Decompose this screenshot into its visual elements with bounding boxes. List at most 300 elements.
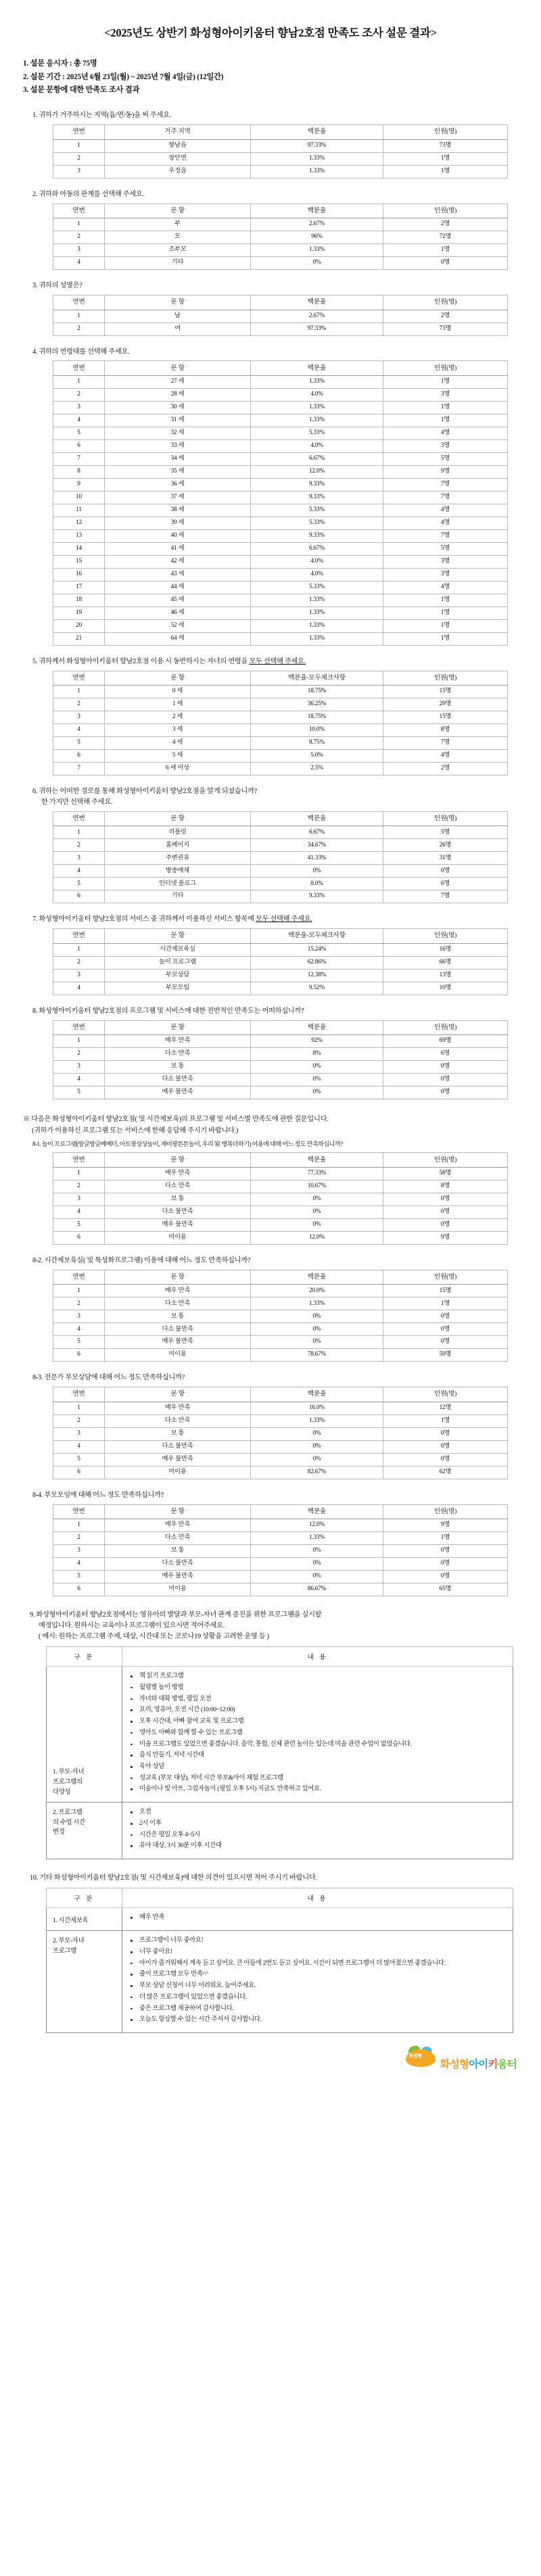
header-count: 인원(명) [383, 125, 508, 140]
cell-percent: 2.67% [251, 218, 383, 231]
cell-item: 45 세 [105, 594, 251, 606]
table-row [53, 465, 508, 478]
table-row [53, 1048, 508, 1061]
cell-no: 3 [53, 852, 105, 865]
table-row [53, 1323, 508, 1336]
table-row [53, 1297, 508, 1310]
cell-item: 홈페이지 [105, 839, 251, 852]
cell-item: 보 통 [105, 1061, 251, 1074]
table-row [53, 257, 508, 270]
table-header-row [53, 361, 508, 376]
cell-no: 5 [53, 737, 105, 750]
question-block-7 [20, 914, 521, 995]
result-table-4 [53, 360, 508, 645]
question-title-9 [30, 1610, 521, 1642]
cell-item: 다소 불만족 [105, 1323, 251, 1336]
header-item: 문 항 [105, 671, 251, 686]
cell-item: 37 세 [105, 491, 251, 504]
cell-count: 1명 [383, 632, 508, 645]
cell-no: 4 [53, 414, 105, 427]
table-row [53, 1402, 508, 1414]
header-item: 문 항 [105, 1153, 251, 1168]
question-number-2: 2. [32, 190, 38, 198]
cell-no: 5 [53, 878, 105, 890]
table-row [53, 711, 508, 724]
header-category: 구 분 [47, 1888, 122, 1908]
cell-count: 1명 [383, 376, 508, 389]
logo-wordmark [440, 2059, 517, 2073]
question-number-3: 3. [32, 282, 38, 290]
freeform-bullet-list [126, 1936, 507, 2025]
cell-count: 7명 [383, 529, 508, 542]
table-header-row [53, 1270, 508, 1285]
cell-no: 2 [53, 1048, 105, 1061]
question-number-10: 10. [30, 1874, 38, 1882]
question-text-8-3: 전문가 부모상담에 대해 어느 정도 만족하십니까? [44, 1374, 185, 1382]
cell-no: 3 [53, 1193, 105, 1206]
cell-no: 11 [53, 504, 105, 517]
cell-no: 18 [53, 594, 105, 606]
cell-count: 10명 [383, 982, 508, 995]
header-percent: 백분율 [251, 1504, 383, 1519]
cell-percent: 78.67% [251, 1349, 383, 1362]
cell-item: 향남읍 [105, 139, 251, 152]
cell-count: 7명 [383, 737, 508, 750]
cell-no: 3 [53, 1427, 105, 1440]
table-row [53, 165, 508, 178]
cell-no: 4 [53, 1558, 105, 1571]
cell-percent: 12.0% [251, 1519, 383, 1532]
question-block-8 [20, 1006, 521, 1099]
cell-no: 1 [53, 1168, 105, 1180]
cell-item: 31 세 [105, 414, 251, 427]
cell-percent: 1.33% [251, 152, 383, 165]
meta-period: 2. 설문 기간 : 2025년 6월 23일(월) ~ 2025년 7월 4일(금) (12일간) [23, 72, 224, 81]
cell-no: 3 [53, 1545, 105, 1558]
logo-word-3: 키 [488, 2058, 498, 2070]
list-item: 유아 대상, 3시 30분 이후 시간대 [137, 1841, 507, 1851]
cell-count: 72명 [383, 231, 508, 244]
cell-count: 15명 [383, 711, 508, 724]
table-row [53, 1545, 508, 1558]
table-row [53, 517, 508, 529]
cell-item: 다소 불만족 [105, 1440, 251, 1453]
cell-percent: 1.33% [251, 1532, 383, 1545]
cell-percent: 1.33% [251, 414, 383, 427]
cell-count: 1명 [383, 594, 508, 606]
header-percent: 백분율 [251, 1387, 383, 1402]
header-item: 문 항 [105, 811, 251, 826]
cell-item: 인터넷 블로그 [105, 878, 251, 890]
cell-percent: 1.33% [251, 244, 383, 257]
question-text-3: 귀하의 성별은? [39, 282, 83, 290]
question-title-5 [32, 657, 521, 667]
cell-no: 12 [53, 517, 105, 529]
list-item: 오후 시간대, 아빠 참여 교육 및 프로그램 [137, 1717, 507, 1727]
cell-item: 43 세 [105, 568, 251, 581]
table-row [53, 750, 508, 763]
cell-no: 1 [53, 826, 105, 839]
cell-count: 0명 [383, 1206, 508, 1219]
cell-count: 3명 [383, 555, 508, 568]
cell-percent: 0% [251, 1206, 383, 1219]
table-row [53, 310, 508, 323]
cell-item: 36 세 [105, 478, 251, 491]
cell-no: 13 [53, 529, 105, 542]
list-item: 2시 이후 [137, 1819, 507, 1829]
cell-count: 0명 [383, 1427, 508, 1440]
logo-badge-text: 화성형 [408, 2054, 422, 2059]
cell-item: 매우 불만족 [105, 1453, 251, 1466]
question-title-1 [32, 110, 521, 121]
survey-meta-list [23, 57, 521, 97]
cell-item: 매우 불만족 [105, 1336, 251, 1349]
cell-item: 매우 불만족 [105, 1218, 251, 1231]
question-block-3 [20, 281, 521, 335]
cell-percent: 0% [251, 1193, 383, 1206]
table-header-row [53, 204, 508, 218]
header-count: 인원(명) [383, 1270, 508, 1285]
table-row [53, 1180, 508, 1193]
freeform-content [122, 1908, 513, 1931]
cell-count: 1명 [383, 619, 508, 632]
table-row [53, 878, 508, 890]
cell-no: 10 [53, 491, 105, 504]
cell-item: 조부모 [105, 244, 251, 257]
table-row [53, 231, 508, 244]
question-title-10 [30, 1873, 521, 1884]
freeform-category-line: 다양성 [53, 1788, 71, 1796]
result-table-2 [53, 204, 508, 270]
cell-count: 6명 [383, 878, 508, 890]
header-no: 연번 [53, 811, 105, 826]
cell-item: 0 세 [105, 686, 251, 698]
header-content: 내 용 [122, 1646, 513, 1667]
header-no: 연번 [53, 361, 105, 376]
cell-percent: 97.33% [251, 323, 383, 335]
cell-percent: 1.33% [251, 1414, 383, 1427]
organization-logo [404, 2045, 517, 2072]
cell-percent: 10.67% [251, 1180, 383, 1193]
cell-no: 4 [53, 1206, 105, 1219]
table-row [53, 1414, 508, 1427]
header-item: 문 항 [105, 1387, 251, 1402]
question-text-10: 기타 화성형아이키움터 향남2호점( 및 시간제보육)에 대한 의견이 있으시면 적어 주시기 바랍니다. [39, 1874, 317, 1882]
question-title-8-3 [32, 1373, 521, 1383]
header-count: 인원(명) [383, 1153, 508, 1168]
table-row [53, 632, 508, 645]
question-title-2 [32, 189, 521, 200]
header-percent: 백분율 [251, 1020, 383, 1035]
cell-count: 9명 [383, 465, 508, 478]
question-number-8-2: 8-2. [32, 1256, 43, 1264]
header-item: 문 항 [105, 204, 251, 218]
cell-count: 0명 [383, 1336, 508, 1349]
question-block-4 [20, 347, 521, 646]
header-item: 문 항 [105, 929, 251, 944]
table-row [53, 1571, 508, 1583]
question-number-8-1: 8-1. [32, 1141, 41, 1148]
table-row [53, 1440, 508, 1453]
cell-count: 0명 [383, 1453, 508, 1466]
cell-item: 우정읍 [105, 165, 251, 178]
table-row [53, 1310, 508, 1323]
result-table-6 [53, 811, 508, 904]
cell-no: 7 [53, 453, 105, 466]
cell-item: 다소 만족 [105, 1297, 251, 1310]
cell-no: 3 [53, 165, 105, 178]
cell-item: 34 세 [105, 453, 251, 466]
freeform-table-9 [46, 1646, 513, 1860]
cell-no: 4 [53, 724, 105, 737]
table-row [53, 826, 508, 839]
cell-item: 30 세 [105, 402, 251, 414]
cell-item: 33 세 [105, 440, 251, 453]
cell-count: 5명 [383, 453, 508, 466]
cell-no: 2 [53, 389, 105, 402]
table-row [53, 1206, 508, 1219]
list-item: 오전 [137, 1807, 507, 1817]
list-item: 요리, 영유아, 오전 시간 (10:00~12:00) [137, 1705, 507, 1715]
question-text-8-1: 놀이 프로그램(방글방글베베터, 아트팡상상놀이, 재미팡튼튼놀이, 우리 家 행복더하기) 이용에 대해 어느 정도 만족하십니까? [41, 1141, 343, 1148]
question-number-7: 7. [32, 915, 38, 924]
cell-count: 0명 [383, 1074, 508, 1087]
table-header-row [53, 295, 508, 310]
cell-percent: 0% [251, 1323, 383, 1336]
cell-percent: 0% [251, 1074, 383, 1087]
header-percent: 백분율 [251, 204, 383, 218]
cell-no: 17 [53, 581, 105, 594]
table-row [53, 865, 508, 878]
cell-no: 3 [53, 1310, 105, 1323]
cell-percent: 6.67% [251, 826, 383, 839]
question-block-8-2 [20, 1256, 521, 1362]
cell-no: 2 [53, 152, 105, 165]
question-text-1: 귀하가 거주하시는 지역(읍/면/동)을 써 주세요. [39, 112, 172, 120]
question-title-7 [32, 914, 521, 925]
cell-percent: 96% [251, 231, 383, 244]
header-count: 인원(명) [383, 811, 508, 826]
freeform-category-line: 2. 프로그램 [53, 1809, 83, 1817]
question-title-8-1 [32, 1139, 521, 1149]
cell-percent: 18.75% [251, 711, 383, 724]
table-header-row [53, 671, 508, 686]
cell-item: 다소 만족 [105, 1180, 251, 1193]
header-item: 문 항 [105, 361, 251, 376]
cell-no: 20 [53, 619, 105, 632]
cell-percent: 5.33% [251, 427, 383, 440]
freeform-bullet-list [126, 1807, 507, 1851]
cell-item: 6 세 이상 [105, 763, 251, 776]
freeform-category-line: 프로그램의 [53, 1779, 83, 1786]
cell-item: 46 세 [105, 606, 251, 619]
table-row [53, 619, 508, 632]
cell-item: 주변권유 [105, 852, 251, 865]
cell-item: 다소 만족 [105, 1414, 251, 1427]
cell-count: 58명 [383, 1168, 508, 1180]
cell-no: 15 [53, 555, 105, 568]
cell-item: 부모모임 [105, 982, 251, 995]
cell-percent: 0% [251, 1310, 383, 1323]
cell-count: 16명 [383, 943, 508, 956]
question-number-8-4: 8-4. [32, 1491, 43, 1499]
cell-item: 기타 [105, 890, 251, 903]
cell-percent: 1.33% [251, 402, 383, 414]
cell-no: 1 [53, 310, 105, 323]
table-header-row [53, 1020, 508, 1035]
table-row [53, 724, 508, 737]
cell-item: 매우 만족 [105, 1168, 251, 1180]
cell-no: 1 [53, 376, 105, 389]
table-row [53, 414, 508, 427]
cell-count: 0명 [383, 1558, 508, 1571]
cell-percent: 97.33% [251, 139, 383, 152]
cell-item: 보 통 [105, 1427, 251, 1440]
cell-count: 0명 [383, 257, 508, 270]
cell-count: 0명 [383, 1087, 508, 1099]
result-table-1 [53, 124, 508, 178]
cell-item: 놀이 프로그램 [105, 956, 251, 969]
freeform-row [47, 1667, 513, 1803]
cell-count: 0명 [383, 1545, 508, 1558]
cell-percent: 8.0% [251, 878, 383, 890]
table-row [53, 1231, 508, 1244]
cell-item: 여 [105, 323, 251, 335]
cell-no: 4 [53, 982, 105, 995]
cell-no: 5 [53, 1453, 105, 1466]
cell-item: 매우 만족 [105, 1402, 251, 1414]
freeform-row [47, 1908, 513, 1931]
cell-percent: 5.33% [251, 517, 383, 529]
footer [20, 2045, 521, 2086]
cell-count: 66명 [383, 956, 508, 969]
question-text-9-line3: ( 예시: 원하는 프로그램 주제, 대상, 시간대 또는 코로나19 상황을 고려한 운영 등 ) [39, 1632, 269, 1640]
cell-no: 5 [53, 1571, 105, 1583]
question-title-8-4 [32, 1490, 521, 1501]
list-item: 매우 만족 [137, 1913, 507, 1923]
cell-count: 65명 [383, 1583, 508, 1596]
cell-percent: 20.0% [251, 1285, 383, 1297]
freeform-content [122, 1931, 513, 2033]
header-count: 인원(명) [383, 1387, 508, 1402]
cell-item: 부 [105, 218, 251, 231]
table-header-row [53, 1387, 508, 1402]
list-item: 좋은 프로그램 제공하여 감사합니다. [137, 2004, 507, 2014]
cell-item: 40 세 [105, 529, 251, 542]
cell-no: 14 [53, 542, 105, 555]
cell-item: 미이용 [105, 1349, 251, 1362]
cell-no: 2 [53, 839, 105, 852]
cell-item: 미이용 [105, 1466, 251, 1479]
header-percent-multi: 백분율-모두체크사항 [251, 929, 383, 944]
cell-no: 4 [53, 1323, 105, 1336]
header-percent-multi: 백분율-모두체크사항 [251, 671, 383, 686]
question-block-8-1 [20, 1139, 521, 1245]
table-row [53, 323, 508, 335]
freeform-category-line: 의 수업 시간 [53, 1819, 85, 1826]
cell-count: 2명 [383, 218, 508, 231]
cell-count: 12명 [383, 1402, 508, 1414]
question-block-1 [20, 110, 521, 178]
cell-no: 5 [53, 1218, 105, 1231]
cell-count: 0명 [383, 1440, 508, 1453]
cell-no: 7 [53, 763, 105, 776]
question-text-9-line2: 예정입니다. 원하시는 교육이나 프로그램이 있으시면 적어주세요. [39, 1621, 225, 1629]
table-row [53, 453, 508, 466]
cell-percent: 12.38% [251, 969, 383, 982]
question-title-8 [32, 1006, 521, 1017]
table-row [53, 440, 508, 453]
cell-count: 3명 [383, 440, 508, 453]
cell-item: 4 세 [105, 737, 251, 750]
question-block-6 [20, 786, 521, 903]
cell-count: 7명 [383, 890, 508, 903]
question-text-7: 화성형아이키움터 향남2호점의 서비스 중 귀하께서 이용하신 서비스 항목에 [39, 915, 256, 924]
question-block-8-3 [20, 1373, 521, 1479]
cell-count: 9명 [383, 1519, 508, 1532]
result-table-7 [53, 928, 508, 995]
cell-no: 6 [53, 1583, 105, 1596]
cell-count: 0명 [383, 1571, 508, 1583]
cell-count: 73명 [383, 323, 508, 335]
table-row [53, 542, 508, 555]
table-header-row [47, 1888, 513, 1908]
cell-count: 73명 [383, 139, 508, 152]
list-item: 미술이나 빛 아트, 그림자놀이 (평일 오후 5시) 지금도 만족하고 있어요. [137, 1784, 507, 1794]
cell-percent: 62.86% [251, 956, 383, 969]
cell-item: 방송매체 [105, 865, 251, 878]
cell-item: 매우 불만족 [105, 1087, 251, 1099]
header-item: 문 항 [105, 1270, 251, 1285]
table-row [53, 1218, 508, 1231]
question-title-4 [32, 347, 521, 358]
table-row [53, 956, 508, 969]
header-no: 연번 [53, 1387, 105, 1402]
cell-item: 다소 불만족 [105, 1558, 251, 1571]
cell-count: 2명 [383, 763, 508, 776]
table-row [53, 1035, 508, 1048]
cell-percent: 2.67% [251, 310, 383, 323]
cell-percent: 4.0% [251, 568, 383, 581]
cell-no: 6 [53, 1349, 105, 1362]
cell-no: 1 [53, 1519, 105, 1532]
cell-no: 5 [53, 427, 105, 440]
cell-count: 15명 [383, 1285, 508, 1297]
table-row [53, 376, 508, 389]
header-count: 인원(명) [383, 929, 508, 944]
table-row [53, 698, 508, 711]
freeform-row [47, 1931, 513, 2033]
header-percent: 백분율 [251, 125, 383, 140]
table-row [53, 763, 508, 776]
cell-no: 6 [53, 1466, 105, 1479]
cell-no: 2 [53, 1532, 105, 1545]
cell-no: 4 [53, 865, 105, 878]
cell-item: 부모상담 [105, 969, 251, 982]
freeform-table-10 [46, 1888, 513, 2033]
cell-no: 6 [53, 750, 105, 763]
table-row [53, 1193, 508, 1206]
cell-no: 3 [53, 711, 105, 724]
table-row [53, 1168, 508, 1180]
cell-item: 다소 불만족 [105, 1074, 251, 1087]
header-no: 연번 [53, 204, 105, 218]
table-row [53, 1061, 508, 1074]
result-table-3 [53, 295, 508, 336]
table-row [53, 555, 508, 568]
cell-count: 0명 [383, 1061, 508, 1074]
cell-percent: 6.67% [251, 453, 383, 466]
